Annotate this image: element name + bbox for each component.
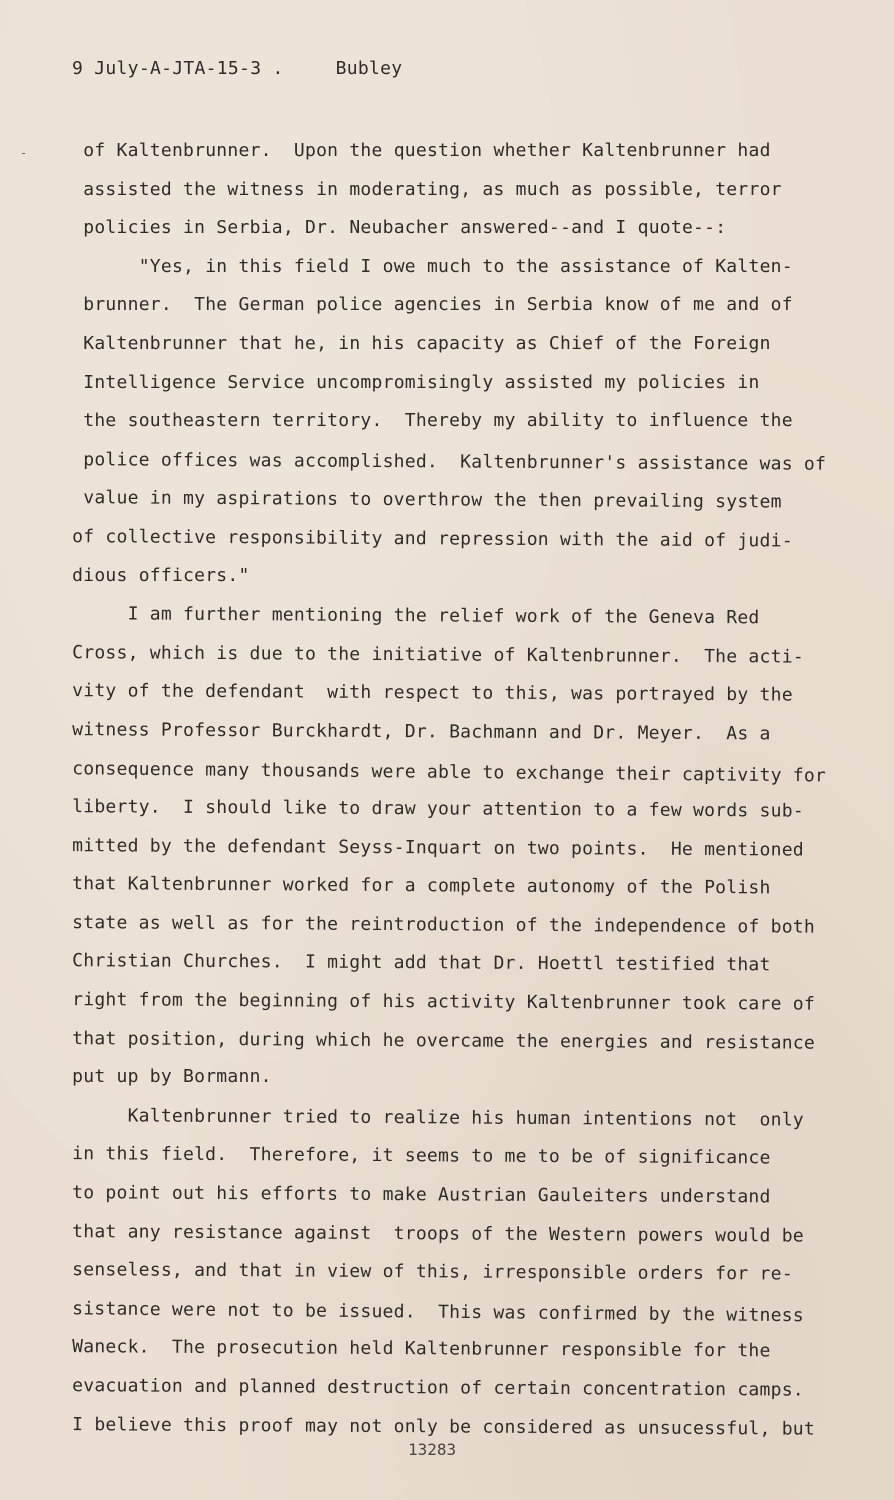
text-line: in this field. Therefore, it seems to me to be of significance [49,1143,771,1169]
page-number: 13283 [408,1440,457,1459]
text-line: evacuation and planned destruction of certain concentration camps. [49,1375,804,1401]
text-line: Waneck. The prosecution held Kaltenbrunner responsible for the [49,1336,771,1362]
text-line: the southeastern territory. Thereby my ability to influence the [50,410,793,432]
reporter-name: Bubley [335,58,403,79]
text-line: vity of the defendant with respect to this, was portrayed by the [49,680,793,706]
text-line: Kaltenbrunner tried to realize his human intentions not only [49,1104,804,1131]
text-line: liberty. I should like to draw your attention to a few words sub- [49,796,804,822]
text-line: sistance were not to be issued. This was confirmed by the witness [49,1297,804,1327]
text-line: Intelligence Service uncompromisingly assisted my policies in [50,371,760,393]
text-line: of collective responsibility and repression with the aid of judi- [49,525,793,552]
margin-mark: - [20,146,28,160]
text-line: mitted by the defendant Seyss-Inquart on two points. He mentioned [49,834,804,861]
text-line: of Kaltenbrunner. Upon the question whether Kaltenbrunner had [50,140,771,161]
text-line: dious officers." [50,564,250,586]
text-line: "Yes, in this field I owe much to the assistance of Kalten- [50,255,793,277]
text-line: right from the beginning of his activity Kaltenbrunner took care of [49,989,816,1015]
page-header [72,58,402,79]
text-line: Cross, which is due to the initiative of Kaltenbrunner. The acti- [49,641,804,668]
text-line: assisted the witness in moderating, as much as possible, terror [50,178,782,200]
text-line: state as well as for the reintroduction of the independence of both [49,911,816,938]
text-line: to point out his efforts to make Austrian Gauleiters understand [49,1182,771,1208]
document-body [50,132,850,1444]
text-line: senseless, and that in view of this, irresponsible orders for re- [49,1259,793,1285]
text-line: policies in Serbia, Dr. Neubacher answered--and I quote--: [50,217,727,239]
text-line: consequence many thousands were able to exchange their captivity for [49,757,827,786]
text-line: I believe this proof may not only be considered as unsucessful, but [49,1413,816,1440]
text-line: that any resistance against troops of the Western powers would be [49,1220,804,1247]
text-line: brunner. The German police agencies in Serbia know of me and of [50,294,793,316]
text-line: I am further mentioning the relief work of the Geneva Red [49,603,760,629]
text-line: Christian Churches. I might add that Dr. Hoettl testified that [49,950,771,976]
text-line: value in my aspirations to overthrow the then prevailing system [49,487,782,513]
text-line: Kaltenbrunner that he, in his capacity as Chief of the Foreign [50,332,771,354]
transcript-reference: 9 July-A-JTA-15-3 . [72,58,284,79]
text-line: that Kaltenbrunner worked for a complete autonomy of the Polish [49,873,771,899]
text-line: police offices was accomplished. Kaltenbrunner's assistance was of [49,448,827,475]
text-line: witness Professor Burckhardt, Dr. Bachmann and Dr. Meyer. As a [49,718,771,745]
text-line: that position, during which he overcame the energies and resistance [49,1027,816,1054]
text-line: put up by Bormann. [50,1066,272,1088]
